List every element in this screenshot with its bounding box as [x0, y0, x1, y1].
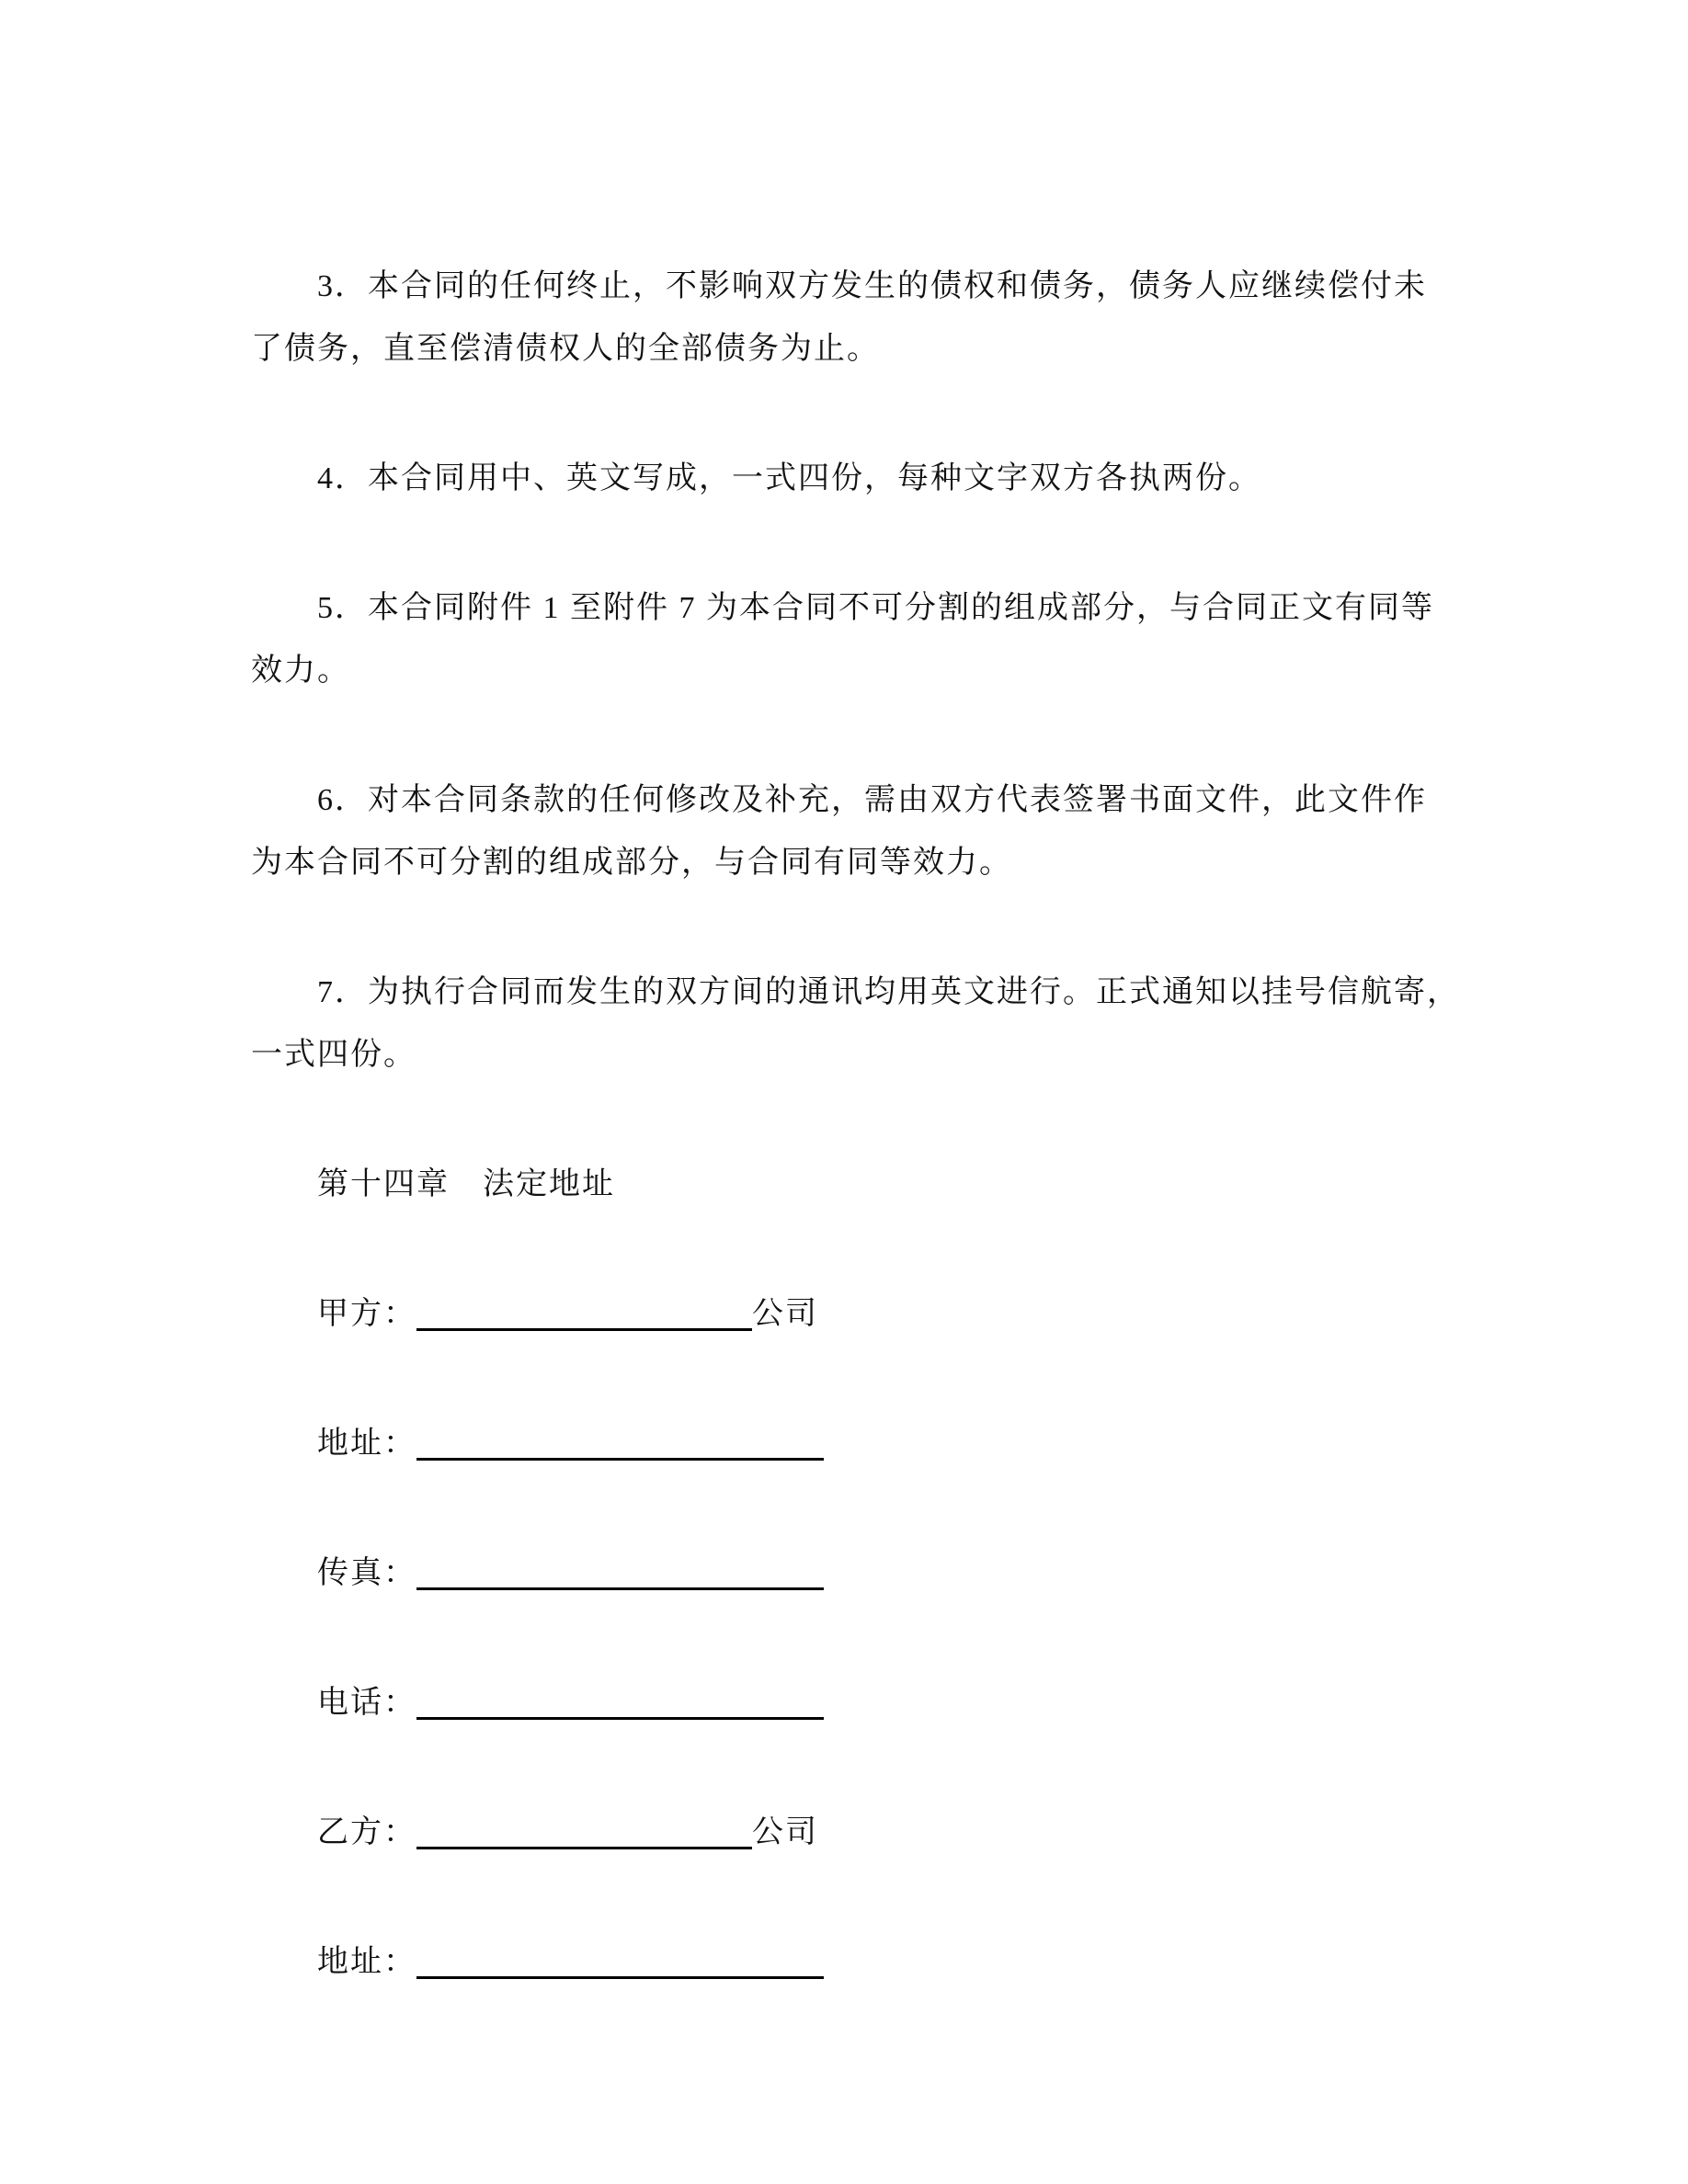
- fill-in-blank-underline: [416, 1421, 824, 1461]
- text-line: 效力。: [251, 654, 350, 688]
- fill-in-blank-underline: [416, 1680, 824, 1720]
- form-label: 甲方：: [317, 1297, 416, 1331]
- fill-in-blank-underline: [416, 1551, 824, 1590]
- text-line: 一式四份。: [251, 1038, 416, 1072]
- form-label: 传真：: [317, 1556, 416, 1590]
- fill-in-blank-underline: [416, 1810, 752, 1849]
- body-paragraph: [251, 256, 1483, 381]
- form-label: 乙方：: [317, 1815, 416, 1849]
- text-line: 3．本合同的任何终止，不影响双方发生的债权和债务，债务人应继续偿付未: [317, 269, 1427, 303]
- text-line: 4．本合同用中、英文写成，一式四份，每种文字双方各执两份。: [317, 461, 1261, 495]
- text-line: 了债务，直至偿清债权人的全部债务为止。: [251, 332, 880, 366]
- fill-in-blank-underline: [416, 1939, 824, 1979]
- form-label: 地址：: [317, 1427, 416, 1461]
- body-paragraph: [251, 577, 1483, 702]
- fill-in-blank-underline: [416, 1291, 752, 1331]
- form-line: [251, 1931, 1483, 1994]
- form-suffix: 公司: [752, 1297, 818, 1331]
- body-paragraph: [251, 448, 1483, 510]
- form-label: 电话：: [317, 1686, 416, 1720]
- text-line: 5．本合同附件 1 至附件 7 为本合同不可分割的组成部分，与合同正文有同等: [317, 591, 1434, 625]
- form-line: [251, 1542, 1483, 1605]
- form-suffix: 公司: [752, 1815, 818, 1849]
- text-line: 第十四章 法定地址: [317, 1167, 615, 1201]
- form-label: 地址：: [317, 1945, 416, 1979]
- document-content: [251, 256, 1483, 2061]
- form-line: [251, 1413, 1483, 1475]
- text-line: 7．为执行合同而发生的双方间的通讯均用英文进行。正式通知以挂号信航寄，: [317, 975, 1460, 1009]
- body-paragraph: [251, 769, 1483, 894]
- form-line: [251, 1802, 1483, 1864]
- text-line: 6．对本合同条款的任何修改及补充，需由双方代表签署书面文件，此文件作: [317, 783, 1427, 817]
- chapter-heading: [251, 1154, 1483, 1216]
- form-line: [251, 1283, 1483, 1346]
- body-paragraph: [251, 961, 1483, 1086]
- form-line: [251, 1672, 1483, 1735]
- text-line: 为本合同不可分割的组成部分，与合同有同等效力。: [251, 846, 1012, 880]
